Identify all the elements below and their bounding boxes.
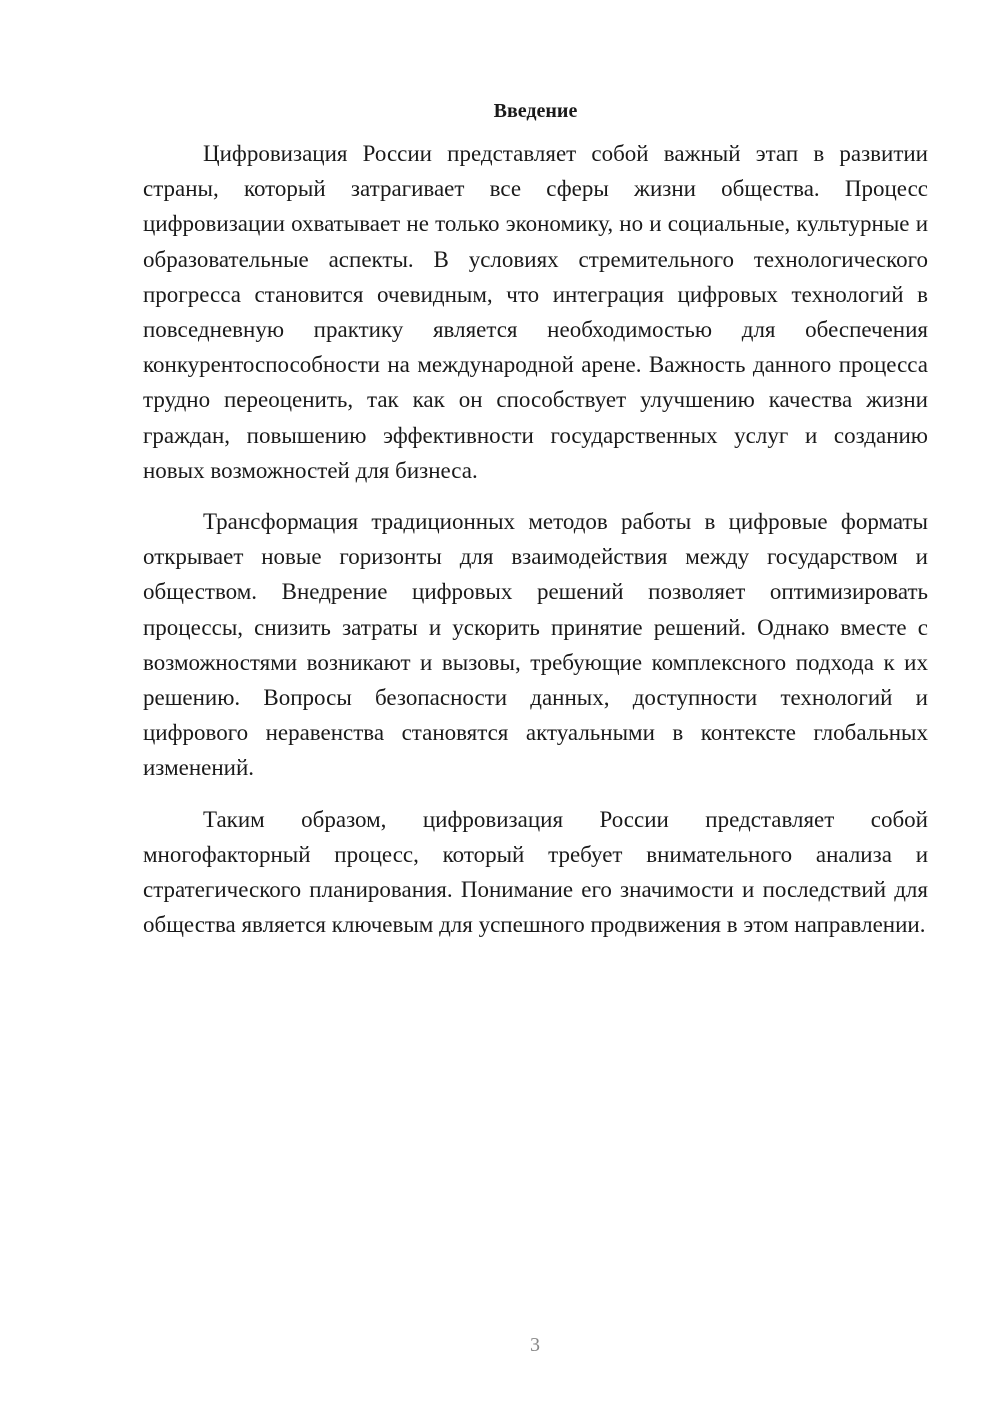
paragraph-2: Трансформация традиционных методов работы в цифровые форматы открывает новые горизонты для взаимодействия между государством и обществом. Внедрение цифровых решений позволяет оптимизировать процессы, снизить затраты и ускорить принятие решений. Однако вместе с возможностями возникают и вызовы, требующие комплексного подхода к их решению. Вопросы безопасности данных, доступности технологий и цифрового неравенства становятся актуальными в контексте глобальных изменений. [143, 509, 928, 781]
section-title: Введение [493, 100, 578, 122]
page-content [143, 96, 928, 942]
paragraph-1: Цифровизация России представляет собой важный этап в развитии страны, который затрагивает все сферы жизни общества. Процесс цифровизации охватывает не только экономику, но и социальные, культурные и образовательные аспекты. В условиях стремительного технологического прогресса становится очевидным, что интеграция цифровых технологий в повседневную практику является необходимостью для обеспечения конкурентоспособности на международной арене. Важность данного процесса трудно переоценить, так как он способствует улучшению качества жизни граждан, повышению эффективности государственных услуг и созданию новых возможностей для бизнеса. [143, 141, 928, 483]
page-number: 3 [530, 1334, 540, 1356]
paragraph-3: Таким образом, цифровизация России представляет собой многофакторный процесс, который требует внимательного анализа и стратегического планирования. Понимание его значимости и последствий для общества является ключевым для успешного продвижения в этом направлении. [143, 806, 928, 938]
